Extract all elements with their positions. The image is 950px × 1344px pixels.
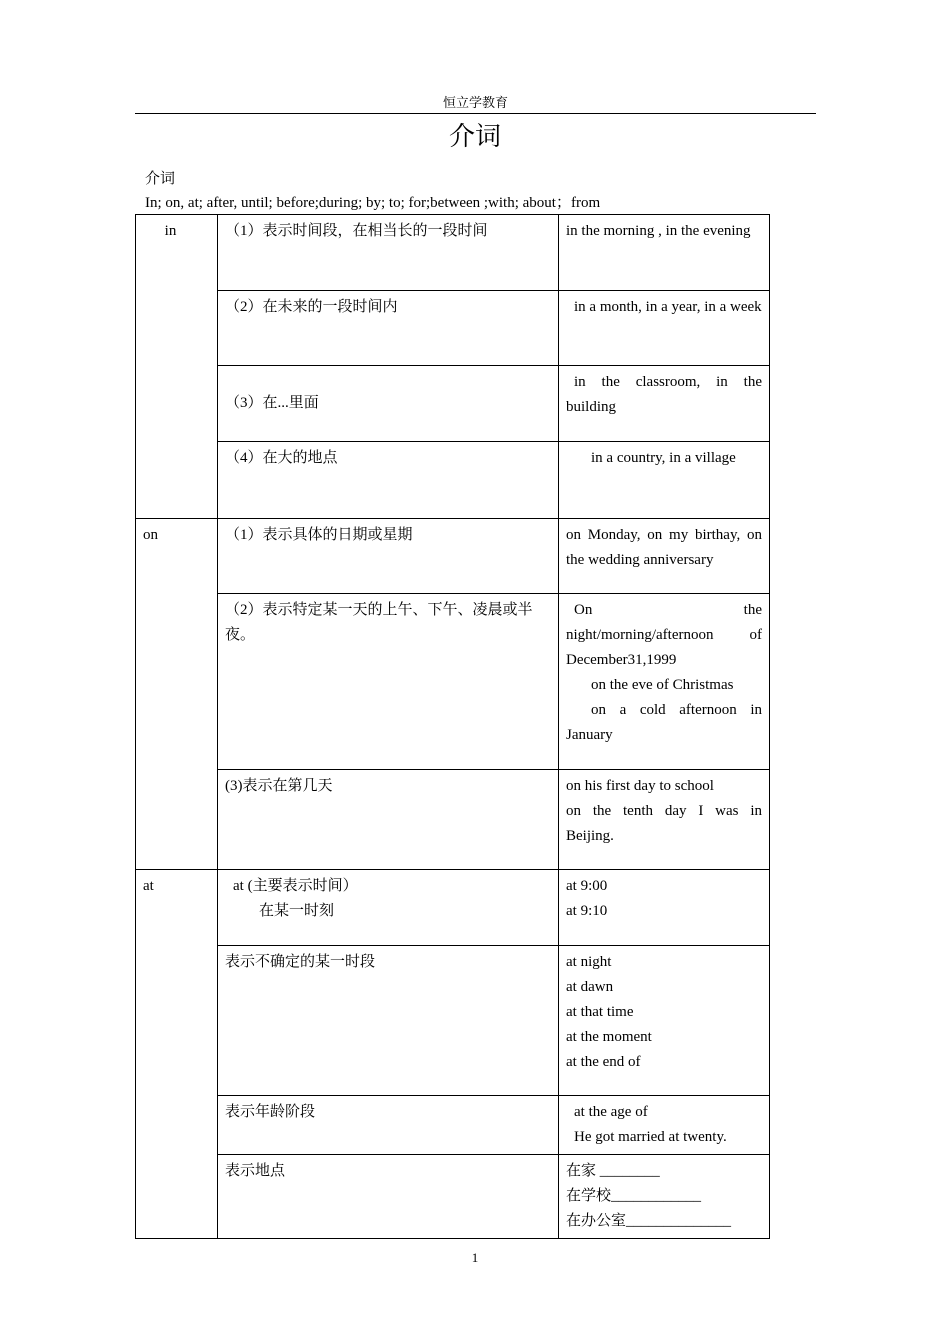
table-row	[136, 366, 770, 442]
example-cell: at 9:00 at 9:10	[559, 870, 770, 946]
example-cell: in the classroom, in the building	[559, 366, 770, 442]
intro-label: 介词	[145, 171, 176, 187]
example-cell: on Monday, on my birthay, on the wedding anniversary	[559, 519, 770, 594]
table-row	[136, 442, 770, 519]
table-row	[136, 594, 770, 770]
meaning-cell: （1）表示时间段，在相当长的一段时间	[218, 215, 559, 291]
example-cell: in the morning , in the evening	[559, 215, 770, 291]
word-cell-at: at	[136, 870, 218, 1239]
preposition-table	[135, 214, 770, 1239]
meaning-cell: (3)表示在第几天	[218, 770, 559, 870]
table-row	[136, 519, 770, 594]
meaning-cell: 表示不确定的某一时段	[218, 946, 559, 1096]
table-row	[136, 1155, 770, 1239]
page-number: 1	[471, 1250, 479, 1265]
word-cell-in: in	[136, 215, 218, 519]
preposition-list: In; on, at; after, until; before;during; by; to; for;between ;with; about；from	[145, 195, 601, 211]
meaning-cell: at (主要表示时间） 在某一时刻	[218, 870, 559, 946]
page-title: 介词	[448, 122, 501, 151]
example-cell: 在家 ________ 在学校____________ 在办公室______________	[559, 1155, 770, 1239]
example-cell: in a month, in a year, in a week	[559, 291, 770, 366]
word-cell-on: on	[136, 519, 218, 870]
meaning-cell: （3）在...里面	[218, 366, 559, 442]
table-row	[136, 770, 770, 870]
example-cell: on his first day to school on the tenth day I was in Beijing.	[559, 770, 770, 870]
meaning-cell: （2）在未来的一段时间内	[218, 291, 559, 366]
meaning-cell: （1）表示具体的日期或星期	[218, 519, 559, 594]
table-row	[136, 1096, 770, 1155]
example-cell: in a country, in a village	[559, 442, 770, 519]
meaning-cell: 表示年龄阶段	[218, 1096, 559, 1155]
page-header: 恒立学教育	[135, 92, 816, 114]
meaning-cell: （4）在大的地点	[218, 442, 559, 519]
meaning-cell: 表示地点	[218, 1155, 559, 1239]
table-row	[136, 870, 770, 946]
intro	[145, 167, 600, 215]
table-row	[136, 946, 770, 1096]
example-cell: On the night/morning/afternoon of December31,1999 on the eve of Christmas on a cold afternoon in January	[559, 594, 770, 770]
example-cell: at night at dawn at that time at the moment at the end of	[559, 946, 770, 1096]
table-row	[136, 215, 770, 291]
table-row	[136, 291, 770, 366]
example-cell: at the age of He got married at twenty.	[559, 1096, 770, 1155]
meaning-cell: （2）表示特定某一天的上午、下午、凌晨或半夜。	[218, 594, 559, 770]
